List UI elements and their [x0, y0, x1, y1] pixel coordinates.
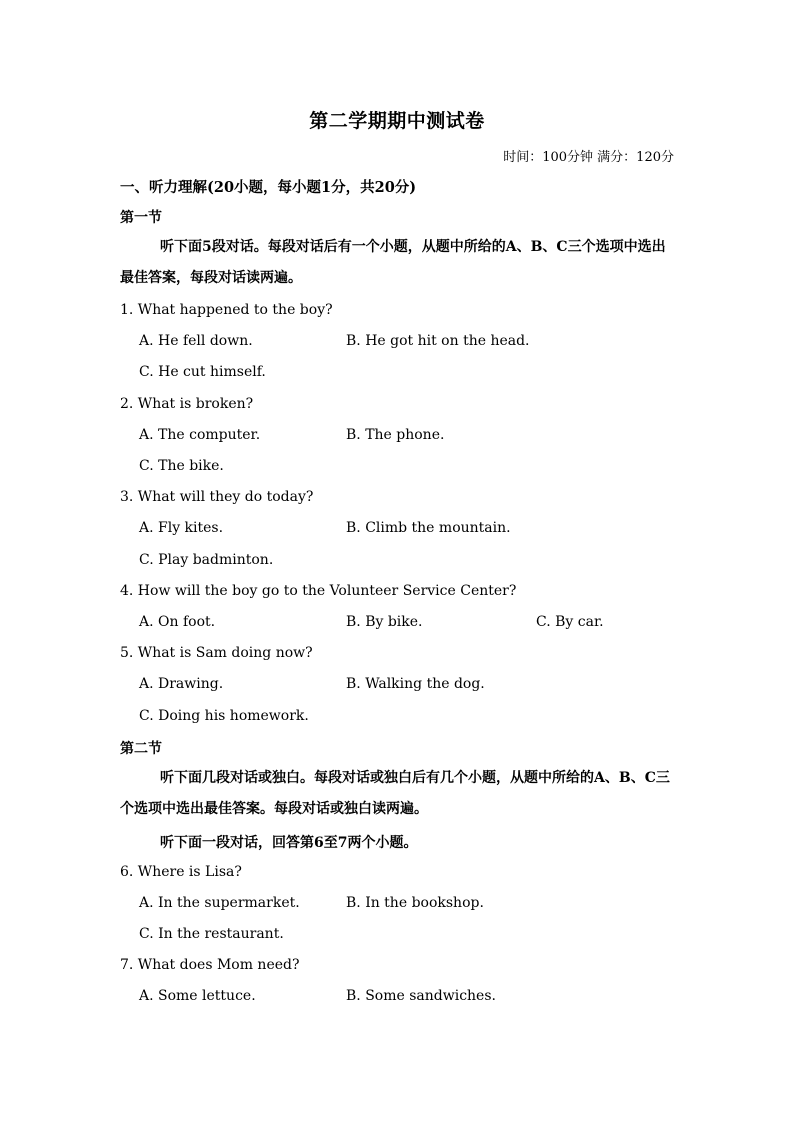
question-7: 7. What does Mom need? [120, 957, 300, 973]
q7-option-a: A. Some lettuce. [139, 988, 256, 1004]
q3-option-c: C. Play badminton. [139, 552, 274, 568]
q2-option-c: C. The bike. [139, 458, 224, 474]
q5-option-b: B. Walking the dog. [346, 676, 485, 692]
question-2: 2. What is broken? [120, 396, 254, 412]
q6-option-b: B. In the bookshop. [346, 895, 484, 911]
q1-option-c: C. He cut himself. [139, 364, 266, 380]
exam-time-score: 时间：100分钟 满分：120分 [503, 150, 674, 165]
question-1: 1. What happened to the boy? [120, 302, 333, 318]
section-heading: 一、听力理解(20小题，每小题1分，共20分) [120, 179, 417, 196]
q4-option-a: A. On foot. [139, 614, 216, 630]
question-4: 4. How will the boy go to the Volunteer Service Center? [120, 583, 517, 599]
question-6: 6. Where is Lisa? [120, 864, 242, 880]
part1-label: 第一节 [120, 210, 162, 226]
q1-option-b: B. He got hit on the head. [346, 333, 530, 349]
q1-option-a: A. He fell down. [139, 333, 253, 349]
question-3: 3. What will they do today? [120, 489, 314, 505]
q3-option-b: B. Climb the mountain. [346, 520, 511, 536]
q2-option-b: B. The phone. [346, 427, 445, 443]
q3-option-a: A. Fly kites. [139, 520, 224, 536]
q4-option-b: B. By bike. [346, 614, 423, 630]
q6-option-c: C. In the restaurant. [139, 926, 284, 942]
q5-option-a: A. Drawing. [139, 676, 224, 692]
part2-instruction: 听下面几段对话或独白。每段对话或独白后有几个小题，从题中所给的A、B、C三个选项中选出最佳答案。每段对话或独白读两遍。 [120, 770, 670, 817]
part1-instruction: 听下面5段对话。每段对话后有一个小题，从题中所给的A、B、C三个选项中选出最佳答案，每段对话读两遍。 [120, 239, 666, 286]
q7-option-b: B. Some sandwiches. [346, 988, 496, 1004]
part2-label: 第二节 [120, 741, 162, 757]
part2-sub-instruction: 听下面一段对话，回答第6至7两个小题。 [160, 835, 418, 851]
q2-option-a: A. The computer. [139, 427, 261, 443]
q4-option-c: C. By car. [536, 614, 604, 630]
q6-option-a: A. In the supermarket. [139, 895, 300, 911]
question-5: 5. What is Sam doing now? [120, 645, 313, 661]
q5-option-c: C. Doing his homework. [139, 708, 309, 724]
page-title: 第二学期期中测试卷 [309, 110, 485, 132]
